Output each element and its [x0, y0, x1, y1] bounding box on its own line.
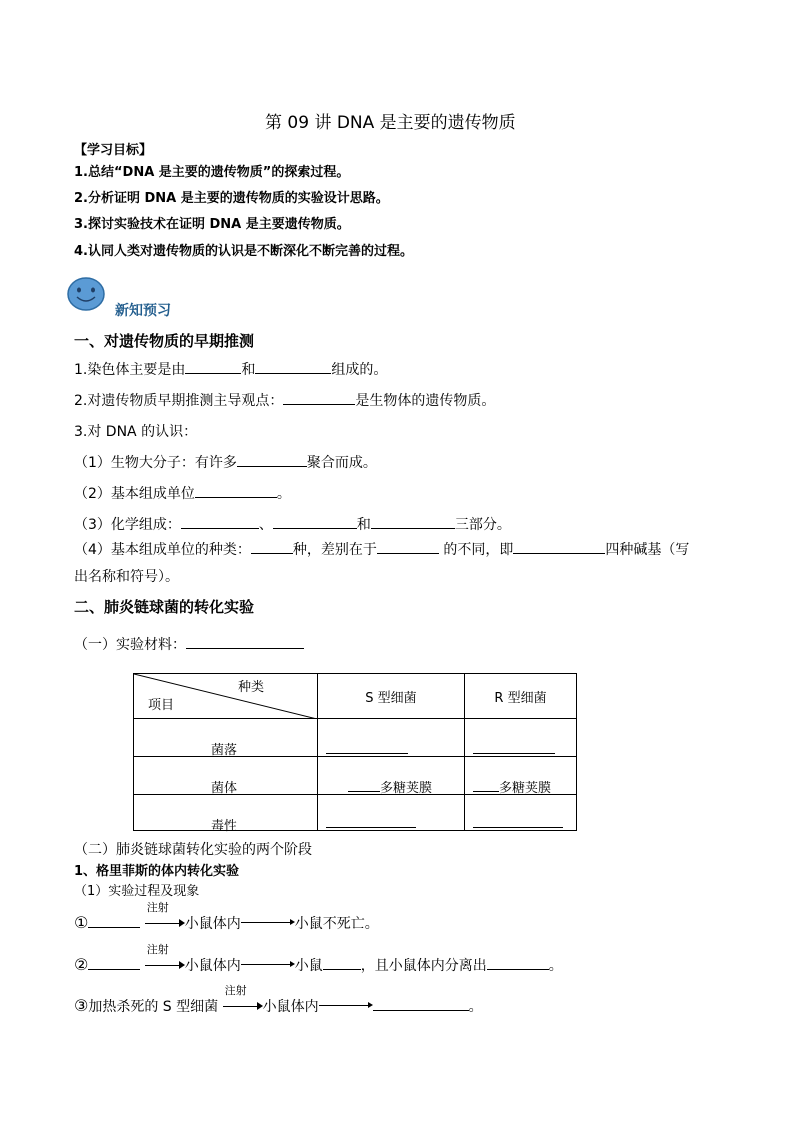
table-cell: [318, 795, 465, 831]
process-heading: （1）实验过程及现象: [74, 884, 200, 899]
inject-arrow: 注射: [223, 997, 263, 1011]
objective-item: 2.分析证明 DNA 是主要的遗传物质的实验设计思路。: [74, 191, 389, 206]
smiley-icon: [66, 276, 106, 312]
blank[interactable]: [283, 390, 355, 405]
objectives-heading: 【学习目标】: [74, 143, 153, 158]
experiment-3: ③加热杀死的 S 型细菌 注射 小鼠体内 。: [74, 984, 483, 1015]
table-cell: 多糖荚膜: [465, 757, 577, 795]
inject-arrow: 注射: [145, 914, 185, 928]
question-2: 2.对遗传物质早期推测主导观点： 是生物体的遗传物质。: [74, 390, 495, 410]
experiment-2: ② 注射 小鼠体内 小鼠 ，且小鼠体内分离出 。: [74, 943, 563, 974]
blank[interactable]: [326, 813, 416, 828]
blank[interactable]: [326, 739, 408, 754]
corner-top-label: 种类: [238, 680, 265, 695]
blank[interactable]: [195, 483, 277, 498]
page-title: 第 09 讲 DNA 是主要的遗传物质: [265, 113, 516, 133]
blank[interactable]: [323, 955, 361, 970]
result-arrow: [241, 956, 295, 970]
objective-item: 3.探讨实验技术在证明 DNA 是主要遗传物质。: [74, 217, 350, 232]
question-3-1: （1）生物大分子：有许多 聚合而成。: [74, 452, 377, 472]
header-s-type: S 型细菌: [318, 674, 465, 719]
blank[interactable]: [513, 539, 605, 554]
question-3-2: （2）基本组成单位 。: [74, 483, 291, 503]
blank[interactable]: [185, 359, 241, 374]
row-label: 菌体: [134, 757, 318, 795]
blank[interactable]: [373, 996, 469, 1011]
question-3-3: （3）化学组成： 、 和 三部分。: [74, 514, 511, 534]
table-cell: 多糖荚膜: [318, 757, 465, 795]
question-3-4: （4）基本组成单位的种类： 种，差别在于 的不同，即 四种碱基（写: [74, 539, 689, 559]
blank[interactable]: [473, 813, 563, 828]
experiment-1: ① 注射 小鼠体内 小鼠不死亡。: [74, 901, 379, 932]
blank[interactable]: [371, 514, 455, 529]
blank[interactable]: [255, 359, 331, 374]
blank[interactable]: [88, 955, 140, 970]
griffith-heading: 1、格里菲斯的体内转化实验: [74, 864, 240, 879]
table-cell: [465, 795, 577, 831]
stages-heading: （二）肺炎链球菌转化实验的两个阶段: [74, 842, 312, 858]
table-cell: [465, 719, 577, 757]
header-r-type: R 型细菌: [465, 674, 577, 719]
result-arrow: [319, 997, 373, 1011]
table-corner-cell: [134, 674, 318, 719]
question-3: 3.对 DNA 的认识：: [74, 424, 198, 440]
material-line: （一）实验材料：: [74, 634, 304, 654]
blank[interactable]: [473, 777, 499, 792]
row-label: 菌落: [134, 719, 318, 757]
row-label: 毒性: [134, 795, 318, 831]
question-3-4-cont: 出名称和符号）。: [74, 569, 179, 585]
blank[interactable]: [186, 634, 304, 649]
section2-heading: 二、肺炎链球菌的转化实验: [74, 598, 255, 616]
result-arrow: [241, 914, 295, 928]
blank[interactable]: [88, 913, 140, 928]
bacteria-table: [133, 673, 577, 834]
corner-bottom-label: 项目: [148, 698, 175, 713]
objective-item: 4.认同人类对遗传物质的认识是不断深化不断完善的过程。: [74, 244, 413, 259]
section1-heading: 一、对遗传物质的早期推测: [74, 332, 255, 350]
blank[interactable]: [487, 955, 549, 970]
question-1: 1.染色体主要是由 和 组成的。: [74, 359, 387, 379]
blank[interactable]: [251, 539, 293, 554]
blank[interactable]: [273, 514, 357, 529]
table-cell: [318, 719, 465, 757]
objective-item: 1.总结“DNA 是主要的遗传物质”的探索过程。: [74, 165, 350, 180]
blank[interactable]: [348, 777, 380, 792]
blank[interactable]: [181, 514, 259, 529]
blank[interactable]: [377, 539, 439, 554]
blank[interactable]: [473, 739, 555, 754]
blank[interactable]: [237, 452, 307, 467]
preview-label: 新知预习: [115, 303, 171, 319]
inject-arrow: 注射: [145, 956, 185, 970]
